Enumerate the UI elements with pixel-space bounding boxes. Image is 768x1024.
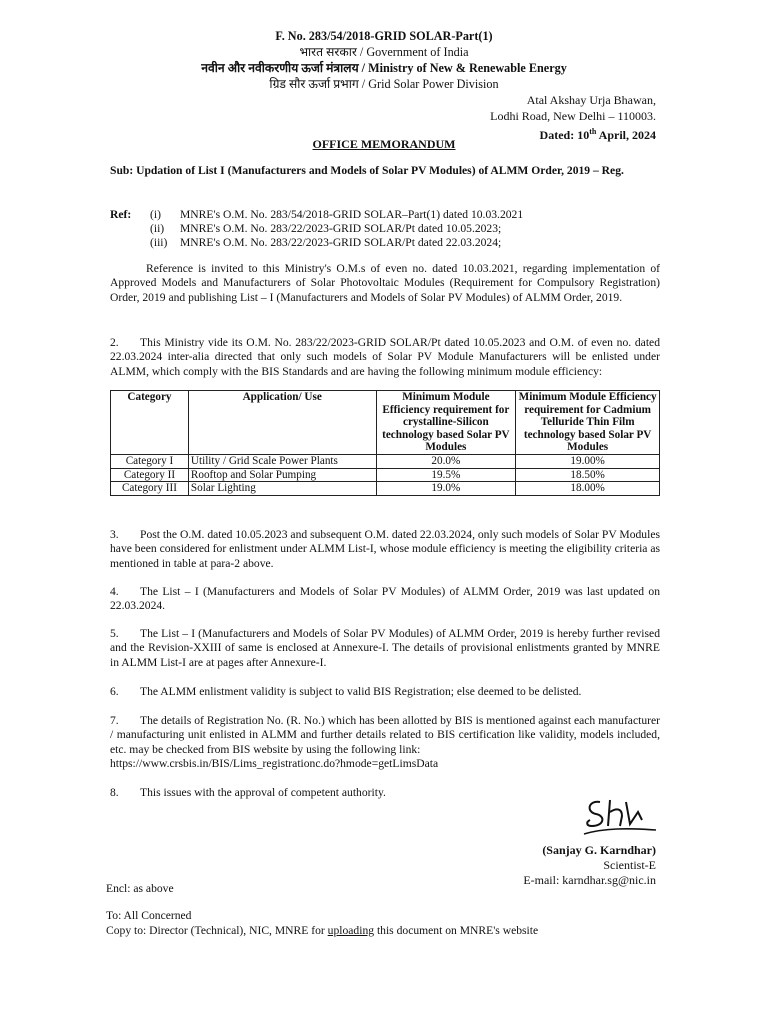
address-block [490,92,656,143]
ref-item: (iii) MNRE's O.M. No. 283/22/2023-GRID SOLAR/Pt dated 22.03.2024; [150,236,502,249]
subject: Sub: Updation of List I (Manufacturers and Models of Solar PV Modules) of ALMM Order, 2019 – Reg. [110,164,624,177]
signature [580,790,660,845]
table-header: Category [111,391,189,455]
paragraph-6: 6. The ALMM enlistment validity is subject to valid BIS Registration; else deemed to be delisted. [110,685,582,698]
table-row [111,454,660,468]
table-cell: 18.50% [516,468,660,482]
table-cell: 19.5% [376,468,516,482]
division-line: ग्रिड सौर ऊर्जा प्रभाग / Grid Solar Power Division [269,77,499,91]
ref-item: (i) MNRE's O.M. No. 283/54/2018-GRID SOLAR–Part(1) dated 10.03.2021 [150,208,524,221]
table-row [111,482,660,496]
table-row [111,468,660,482]
signer-name: (Sanjay G. Karndhar) [542,843,656,857]
signer-email: E-mail: karndhar.sg@nic.in [523,873,656,887]
letterhead [0,28,768,92]
govt-line: भारत सरकार / Government of India [299,45,469,59]
table-cell: Rooftop and Solar Pumping [188,468,376,482]
ministry-line: नवीन और नवीकरणीय ऊर्जा मंत्रालय / Ministry of New & Renewable Energy [201,61,567,75]
address-line2: Lodhi Road, New Delhi – 110003. [490,109,656,123]
table-cell: Category III [111,482,189,496]
table-cell: Category II [111,468,189,482]
memo-title: OFFICE MEMORANDUM [312,137,456,151]
paragraph-3: 3. Post the O.M. dated 10.05.2023 and subsequent O.M. dated 22.03.2024, only such models of Solar PV Modules have been considered for enlistment under ALMM List-I, whose module efficiency is meeting the eligibility criteria as mentioned in table at para-2 above. [110,528,661,570]
memo-date: Dated: 10th April, 2024 [539,127,656,142]
copy-to-line: Copy to: Director (Technical), NIC, MNRE for uploading this document on MNRE's website [106,924,539,937]
bis-link[interactable]: https://www.crsbis.in/BIS/Lims_registrationc.do?hmode=getLimsData [110,757,439,771]
paragraph-1: Reference is invited to this Ministry's O.M.s of even no. dated 10.03.2021, regarding implementation of Approved Models and Manufacturers of Solar Photovoltaic Modules (Requirement for Compulsory Registration) Order, 2019 and publishing List – I (Manufacturers and Models of Solar PV Modules) of ALMM Order, 2019. [110,262,660,304]
table-header: Minimum Module Efficiency requirement for crystalline-Silicon technology based Solar PV Modules [376,391,516,455]
paragraph-2: 2. This Ministry vide its O.M. No. 283/22/2023-GRID SOLAR/Pt dated 10.05.2023 and O.M. of even no. dated 22.03.2024 inter-alia directed that only such models of Solar PV Module Manufacturers will be enlisted under ALMM, which comply with the BIS Standards and are having the following minimum module efficiency: [110,336,660,378]
ref-item: (ii) MNRE's O.M. No. 283/22/2023-GRID SOLAR/Pt dated 10.05.2023; [150,222,502,235]
address-line1: Atal Akshay Urja Bhawan, [526,93,656,107]
paragraph-4: 4. The List – I (Manufacturers and Models of Solar PV Modules) of ALMM Order, 2019 was last updated on 22.03.2024. [110,585,660,613]
table-cell: 20.0% [376,454,516,468]
paragraph-5: 5. The List – I (Manufacturers and Models of Solar PV Modules) of ALMM Order, 2019 is hereby further revised and the Revision-XXIII of same is enclosed at Annexure-I. The details of provisional enlistments granted by MNRE in ALMM List-I are at pages after Annexure-I. [110,627,660,669]
signer-designation: Scientist-E [603,858,656,872]
efficiency-table [110,390,660,496]
table-cell: Utility / Grid Scale Power Plants [188,454,376,468]
table-cell: Category I [111,454,189,468]
table-cell: 19.0% [376,482,516,496]
table-cell: Solar Lighting [188,482,376,496]
table-header: Minimum Module Efficiency requirement for Cadmium Telluride Thin Film technology based Solar PV Modules [516,391,660,455]
table-cell: 18.00% [516,482,660,496]
to-line: To: All Concerned [106,909,192,922]
paragraph-7: 7. The details of Registration No. (R. No.) which has been allotted by BIS is mentioned against each manufacturer / manufacturing unit enlisted in ALMM and further details related to BIS certification like validity, models included, etc. may be checked from BIS website by using the following link: https://www.crsbis.in/BIS/Lims_registrationc.do?hmode=getLimsData [110,714,660,771]
table-header-row [111,391,660,455]
paragraph-8: 8. This issues with the approval of competent authority. [110,786,386,799]
ref-label: Ref: [110,208,132,221]
file-number: F. No. 283/54/2018-GRID SOLAR-Part(1) [275,29,493,43]
signer-block [523,843,656,888]
enclosure: Encl: as above [106,882,174,895]
table-header: Application/ Use [188,391,376,455]
table-cell: 19.00% [516,454,660,468]
